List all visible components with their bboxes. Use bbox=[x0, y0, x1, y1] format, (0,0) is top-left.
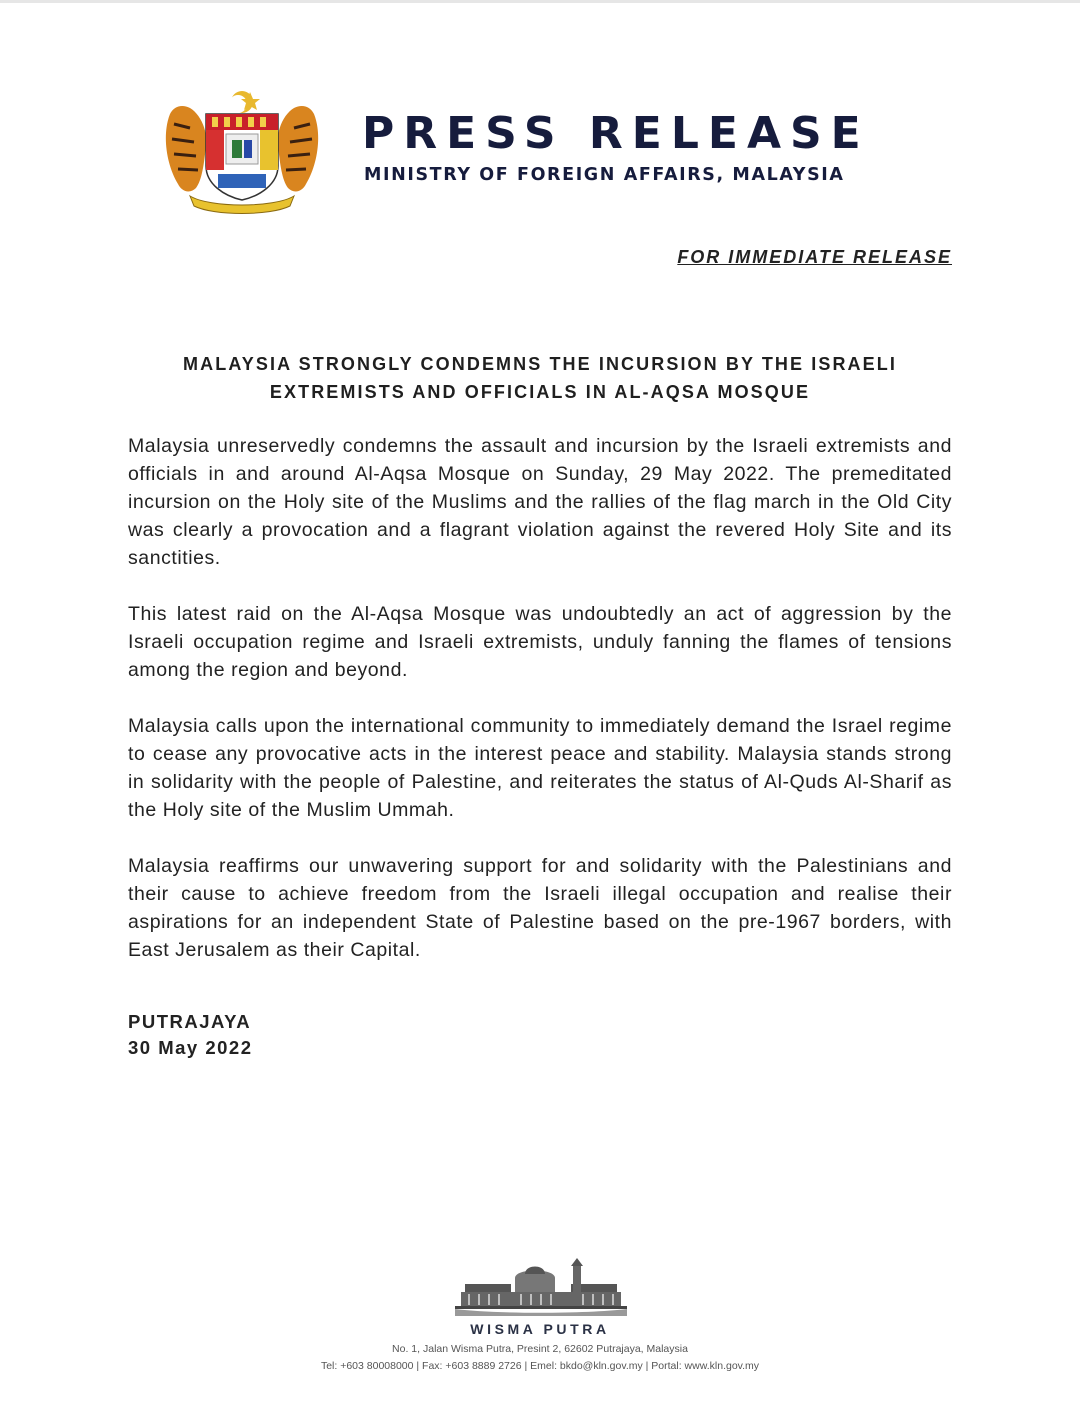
malaysia-coat-of-arms-icon bbox=[160, 84, 324, 216]
paragraph: Malaysia calls upon the international community to immediately demand the Israel regime to cease any provocative acts in the interest peace and stability. Malaysia stands strong in solidarity with the people of Palestine, and reiterates the status of Al-Quds Al-Sharif as the Holy site of the Muslim Ummah. bbox=[128, 715, 952, 821]
footer-address: No. 1, Jalan Wisma Putra, Presint 2, 62602 Putrajaya, Malaysia bbox=[392, 1343, 688, 1355]
body-text bbox=[128, 432, 952, 992]
title-line-1: MALAYSIA STRONGLY CONDEMNS THE INCURSION BY THE ISRAELI bbox=[183, 354, 897, 374]
press-release-heading: PRESS RELEASE bbox=[362, 108, 870, 159]
paragraph: This latest raid on the Al-Aqsa Mosque was undoubtedly an act of aggression by the Israeli occupation regime and Israeli extremists, unduly fanning the flames of tensions among the region and beyond. bbox=[128, 603, 952, 681]
signoff-date: 30 May 2022 bbox=[128, 1037, 253, 1058]
signoff-place: PUTRAJAYA bbox=[128, 1011, 252, 1032]
paragraph: Malaysia reaffirms our unwavering support for and solidarity with the Palestinians and their cause to achieve freedom from the Israeli illegal occupation and realise their aspirations for an independent State of Palestine based on the pre-1967 borders, with East Jerusalem as their Capital. bbox=[128, 855, 952, 961]
signoff bbox=[128, 1009, 253, 1061]
page-title bbox=[128, 350, 952, 406]
wisma-putra-building-icon bbox=[455, 1256, 627, 1316]
footer-building-name: WISMA PUTRA bbox=[470, 1321, 610, 1337]
title-line-2: EXTREMISTS AND OFFICIALS IN AL-AQSA MOSQUE bbox=[269, 382, 811, 402]
immediate-release-label: FOR IMMEDIATE RELEASE bbox=[677, 247, 952, 267]
footer-contact: Tel: +603 80008000 | Fax: +603 8889 2726 | Emel: bkdo@kln.gov.my | Portal: www.kln.gov.my bbox=[320, 1360, 760, 1372]
top-border bbox=[0, 0, 1080, 3]
ministry-name: MINISTRY OF FOREIGN AFFAIRS, MALAYSIA bbox=[364, 165, 845, 185]
paragraph: Malaysia unreservedly condemns the assault and incursion by the Israeli extremists and officials in and around Al-Aqsa Mosque on Sunday, 29 May 2022. The premeditated incursion on the Holy site of the Muslims and the rallies of the flag march in the Old City was clearly a provocation and a flagrant violation against the revered Holy Site and its sanctities. bbox=[128, 435, 952, 569]
